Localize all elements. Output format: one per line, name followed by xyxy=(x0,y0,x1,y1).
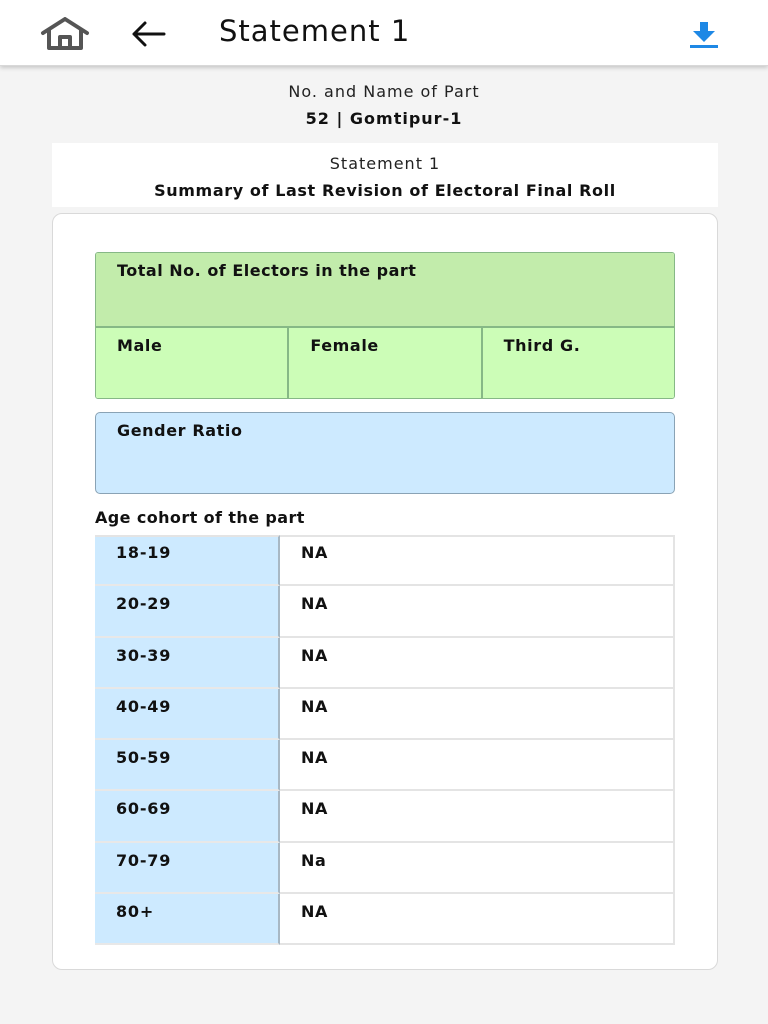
table-row xyxy=(95,740,675,791)
part-label: No. and Name of Part xyxy=(288,82,480,101)
home-button[interactable] xyxy=(38,16,92,52)
table-row xyxy=(95,894,675,945)
total-electors-label: Total No. of Electors in the part xyxy=(96,253,674,328)
statement-title: Summary of Last Revision of Electoral Final Roll xyxy=(154,181,616,200)
table-row xyxy=(95,689,675,740)
age-value-cell: NA xyxy=(280,535,675,586)
part-header xyxy=(0,80,768,128)
male-column-label: Male xyxy=(96,328,289,398)
age-range-cell: 50-59 xyxy=(95,740,280,791)
electors-table xyxy=(95,252,675,399)
table-row xyxy=(95,843,675,894)
table-row xyxy=(95,586,675,637)
age-range-cell: 80+ xyxy=(95,894,280,945)
part-value: 52 | Gomtipur-1 xyxy=(305,109,463,128)
app-bar xyxy=(0,0,768,66)
age-range-cell: 18-19 xyxy=(95,535,280,586)
age-cohort-table xyxy=(95,535,675,945)
home-icon xyxy=(40,17,90,51)
back-button[interactable] xyxy=(128,16,168,52)
third-gender-column-label: Third G. xyxy=(503,336,581,355)
statement-heading xyxy=(52,143,718,207)
table-row xyxy=(95,535,675,586)
arrow-left-icon xyxy=(130,20,166,48)
gender-ratio-box xyxy=(95,412,675,494)
page-title: Statement 1 xyxy=(219,14,411,48)
table-row xyxy=(95,638,675,689)
age-value-cell: NA xyxy=(280,586,675,637)
age-value-cell: NA xyxy=(280,689,675,740)
electors-gender-columns xyxy=(96,328,674,398)
female-column-label: Female xyxy=(289,328,482,398)
statement-subtitle: Statement 1 xyxy=(329,154,441,173)
age-cohort-title: Age cohort of the part xyxy=(95,508,305,527)
age-value-cell: NA xyxy=(280,638,675,689)
age-value-cell: NA xyxy=(280,740,675,791)
age-value-cell: Na xyxy=(280,843,675,894)
age-range-cell: 20-29 xyxy=(95,586,280,637)
table-row xyxy=(95,791,675,842)
age-value-cell: NA xyxy=(280,791,675,842)
age-range-cell: 30-39 xyxy=(95,638,280,689)
download-button[interactable] xyxy=(684,18,724,52)
download-icon xyxy=(688,21,720,49)
age-range-cell: 70-79 xyxy=(95,843,280,894)
age-range-cell: 40-49 xyxy=(95,689,280,740)
age-range-cell: 60-69 xyxy=(95,791,280,842)
gender-ratio-label: Gender Ratio xyxy=(117,421,243,440)
age-value-cell: NA xyxy=(280,894,675,945)
